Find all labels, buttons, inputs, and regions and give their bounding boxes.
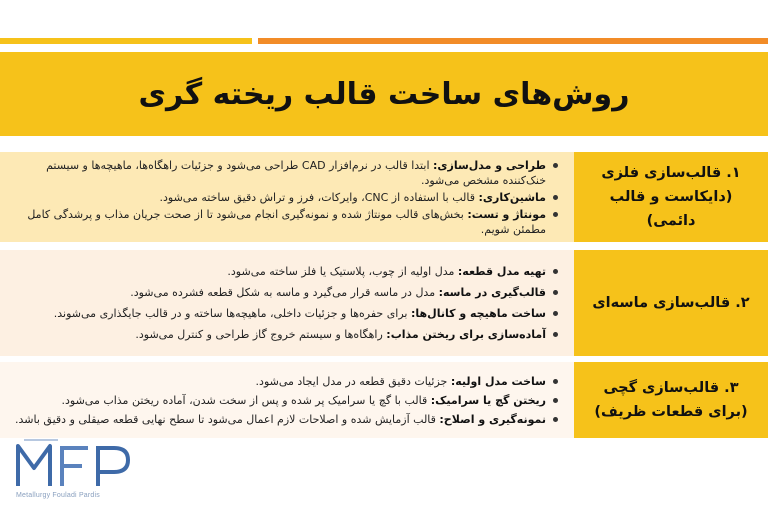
step-text: قالب با گچ یا سرامیک پر شده و پس از سخت شدن، آماده ریختن مذاب می‌شود.: [61, 393, 431, 407]
method-label-line2: (برای قطعات ظریف): [594, 404, 748, 420]
step-term: ساخت ماهیچه و کانال‌ها:: [411, 307, 546, 320]
method-steps: [0, 152, 574, 242]
step-text: ابتدا قالب در نرم‌افزار CAD طراحی می‌شود و جزئیات راهگاه‌ها، ماهیچه‌ها و سیستم خنک‌کننده مشخص می‌شود.: [46, 158, 546, 187]
logo-caption: Metallurgy Fouladi Pardis: [16, 492, 100, 499]
method-label-line2: (دایکاست و قالب دائمی): [609, 189, 733, 229]
list-item: [6, 393, 560, 408]
list-item: [6, 158, 560, 188]
method-label: [574, 152, 768, 242]
method-label: [574, 362, 768, 438]
list-item: [6, 374, 560, 389]
step-term: نمونه‌گیری و اصلاح:: [439, 412, 546, 426]
top-accent-bar-orange: [258, 38, 768, 44]
step-text: مدل در ماسه قرار می‌گیرد و ماسه به شکل قطعه فشرده می‌شود.: [130, 286, 439, 299]
step-text: جزئیات دقیق قطعه در مدل ایجاد می‌شود.: [255, 374, 451, 388]
step-term: آماده‌سازی برای ریختن مذاب:: [386, 328, 546, 341]
step-term: قالب‌گیری در ماسه:: [438, 286, 546, 299]
method-label-line1: ۳. قالب‌سازی گچی: [603, 380, 739, 396]
method-label-line1: ۱. قالب‌سازی فلزی: [601, 165, 741, 181]
step-text: قالب با استفاده از CNC، وایرکات، فرز و تراش دقیق ساخته می‌شود.: [159, 190, 479, 204]
method-steps: [0, 250, 574, 356]
method-label: [574, 250, 768, 356]
top-accent-bar-yellow: [0, 38, 252, 44]
step-term: ریختن گچ یا سرامیک:: [430, 393, 546, 407]
method-steps: [0, 362, 574, 438]
step-term: تهیه مدل قطعه:: [457, 265, 546, 278]
list-item: [6, 190, 560, 205]
step-term: مونتاژ و تست:: [467, 207, 546, 221]
step-text: مدل اولیه از چوب، پلاستیک یا فلز ساخته می‌شود.: [227, 265, 458, 278]
list-item: [6, 412, 560, 427]
list-item: [6, 306, 560, 321]
list-item: [6, 327, 560, 342]
step-text: قالب آزمایش شده و اصلاحات لازم اعمال می‌شود تا سطح نهایی قطعه صیقلی و دقیق باشد.: [15, 412, 440, 426]
list-item: [6, 207, 560, 237]
step-term: ساخت مدل اولیه:: [450, 374, 546, 388]
step-term: طراحی و مدل‌سازی:: [433, 158, 546, 172]
mfp-logo-icon: [14, 436, 134, 492]
step-text: راهگاه‌ها و سیستم خروج گاز طراحی و کنترل می‌شود.: [135, 328, 387, 341]
table-row: [0, 362, 768, 438]
step-text: برای حفره‌ها و جزئیات داخلی، ماهیچه‌ها ساخته و در قالب جایگذاری می‌شوند.: [53, 307, 411, 320]
list-item: [6, 285, 560, 300]
step-term: ماشین‌کاری:: [478, 190, 546, 204]
table-row: [0, 250, 768, 356]
title-banner: [0, 52, 768, 136]
page-title: روش‌های ساخت قالب ریخته گری: [138, 76, 630, 112]
method-label-line1: ۲. قالب‌سازی ماسه‌ای: [592, 295, 750, 311]
table-row: [0, 152, 768, 242]
methods-table: [0, 152, 768, 438]
company-logo: [14, 436, 144, 504]
step-text: بخش‌های قالب مونتاژ شده و نمونه‌گیری انجام می‌شود تا از صحت جریان مذاب و پرشدگی کامل مطمئن شویم.: [27, 207, 546, 236]
list-item: [6, 264, 560, 279]
